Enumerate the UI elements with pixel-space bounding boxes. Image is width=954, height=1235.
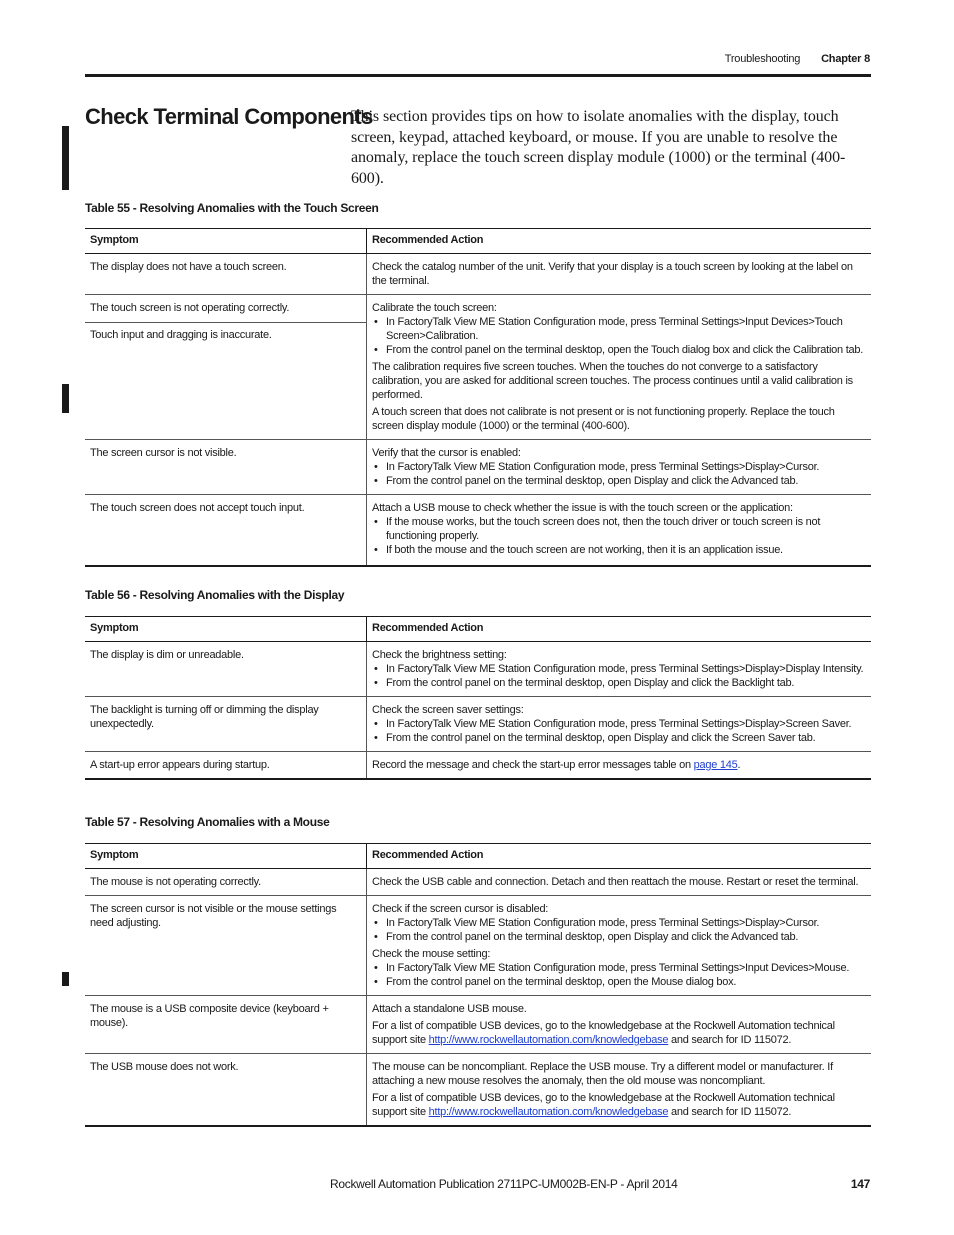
action-lead: Attach a standalone USB mouse. xyxy=(372,1003,527,1015)
page-number: 147 xyxy=(850,1177,870,1191)
action-lead: Attach a USB mouse to check whether the issue is with the touch screen or the application: xyxy=(372,502,793,514)
action-paragraph: A touch screen that does not calibrate is not present or is not functioning properly. Replace the touch screen display module (1000) or the terminal (400-600). xyxy=(372,406,835,432)
list-item: • In FactoryTalk View ME Station Configuration mode, press Terminal Settings>Display>Display Intensity. xyxy=(372,662,866,676)
action-text: For a list of compatible USB devices, go to the knowledgebase at the Rockwell Automation technical support site xyxy=(372,1020,835,1046)
action-list xyxy=(372,515,866,557)
action-paragraph: The calibration requires five screen touches. When the touches do not converge to a satisfactory calibration, you are asked for additional screen touches. The process continues until a valid calibration is performed. xyxy=(372,361,853,401)
action-lead: Check the brightness setting: xyxy=(372,649,507,661)
list-item: • In FactoryTalk View ME Station Configuration mode, press Terminal Settings>Display>Cursor. xyxy=(372,460,866,474)
list-item: • From the control panel on the terminal desktop, open Display and click the Backlight tab. xyxy=(372,676,866,690)
table-row xyxy=(85,752,871,780)
action-text: Record the message and check the start-up error messages table on xyxy=(372,759,694,771)
table-header-row xyxy=(85,617,871,642)
header-recommended-action: Recommended Action xyxy=(367,229,872,254)
list-item: • In FactoryTalk View ME Station Configuration mode, press Terminal Settings>Input Devices>Mouse. xyxy=(372,961,866,975)
list-item: • From the control panel on the terminal desktop, open the Mouse dialog box. xyxy=(372,975,866,989)
action-cell xyxy=(367,697,872,752)
knowledgebase-link[interactable]: http://www.rockwellautomation.com/knowledgebase xyxy=(428,1106,669,1118)
page-title: Check Terminal Components xyxy=(85,104,373,129)
table-touch-screen xyxy=(85,228,871,567)
header-symptom: Symptom xyxy=(85,617,367,642)
header-section: Troubleshooting xyxy=(724,53,801,65)
action-cell xyxy=(367,295,872,440)
list-item: • In FactoryTalk View ME Station Configuration mode, press Terminal Settings>Input Devices>Touch Screen>Calibration. xyxy=(372,315,866,343)
list-item: • From the control panel on the terminal desktop, open Display and click the Screen Saver tab. xyxy=(372,731,866,745)
action-cell: Check the USB cable and connection. Detach and then reattach the mouse. Restart or reset the terminal. xyxy=(367,869,872,896)
symptom-cell: A start-up error appears during startup. xyxy=(85,752,367,780)
action-text: . xyxy=(737,759,741,771)
header-symptom: Symptom xyxy=(85,844,367,869)
change-bar xyxy=(62,126,69,190)
table-row xyxy=(85,1054,871,1127)
action-cell xyxy=(367,752,872,780)
action-list xyxy=(372,961,866,989)
table-caption-56: Table 56 - Resolving Anomalies with the Display xyxy=(85,588,345,602)
symptom-cell: The display does not have a touch screen. xyxy=(85,254,367,295)
action-lead: The mouse can be noncompliant. Replace the USB mouse. Try a different model or manufacturer. If attaching a new mouse resolves the anomaly, then the old mouse was noncompliant. xyxy=(372,1061,833,1087)
action-lead: Calibrate the touch screen: xyxy=(372,302,497,314)
list-item: • In FactoryTalk View ME Station Configuration mode, press Terminal Settings>Display>Screen Saver. xyxy=(372,717,866,731)
header-rule xyxy=(85,74,871,77)
table-display xyxy=(85,616,871,780)
action-text: For a list of compatible USB devices, go to the knowledgebase at the Rockwell Automation technical support site xyxy=(372,1092,835,1118)
action-list xyxy=(372,662,866,690)
symptom-cell: The screen cursor is not visible or the mouse settings need adjusting. xyxy=(85,896,367,996)
action-list xyxy=(372,916,866,944)
page-link[interactable]: page 145 xyxy=(693,759,738,771)
symptom-cell: The touch screen does not accept touch input. xyxy=(85,495,367,567)
list-item: • From the control panel on the terminal desktop, open Display and click the Advanced tab. xyxy=(372,930,866,944)
list-item: • If both the mouse and the touch screen are not working, then it is an application issue. xyxy=(372,543,866,557)
symptom-cell xyxy=(85,295,367,440)
symptom-cell: The screen cursor is not visible. xyxy=(85,440,367,495)
table-row xyxy=(85,254,871,295)
list-item: • From the control panel on the terminal desktop, open Display and click the Advanced tab. xyxy=(372,474,866,488)
action-list xyxy=(372,460,866,488)
action-lead: Check the screen saver settings: xyxy=(372,704,524,716)
table-row xyxy=(85,869,871,896)
symptom-cell: The mouse is not operating correctly. xyxy=(85,869,367,896)
list-item: • If the mouse works, but the touch screen does not, then the touch driver or touch screen is not functioning properly. xyxy=(372,515,866,543)
action-cell xyxy=(367,996,872,1054)
table-row xyxy=(85,996,871,1054)
action-paragraph xyxy=(372,1091,866,1119)
symptom-cell: The USB mouse does not work. xyxy=(85,1054,367,1127)
action-lead: Check the mouse setting: xyxy=(372,948,491,960)
header-recommended-action: Recommended Action xyxy=(367,844,872,869)
running-header xyxy=(725,53,870,65)
header-recommended-action: Recommended Action xyxy=(367,617,872,642)
footer-publication: Rockwell Automation Publication 2711PC-UM002B-EN-P - April 2014 xyxy=(330,1177,678,1191)
table-row xyxy=(85,495,871,567)
list-item: • From the control panel on the terminal desktop, open the Touch dialog box and click the Calibration tab. xyxy=(372,343,866,357)
action-list xyxy=(372,315,866,357)
knowledgebase-link[interactable]: http://www.rockwellautomation.com/knowledgebase xyxy=(428,1034,669,1046)
action-cell xyxy=(367,440,872,495)
table-header-row xyxy=(85,844,871,869)
change-bar xyxy=(62,384,69,413)
table-caption-55: Table 55 - Resolving Anomalies with the Touch Screen xyxy=(85,201,379,215)
action-lead: Check if the screen cursor is disabled: xyxy=(372,903,549,915)
table-row xyxy=(85,896,871,996)
table-row xyxy=(85,642,871,697)
action-text: and search for ID 115072. xyxy=(668,1034,792,1046)
action-cell xyxy=(367,1054,872,1127)
table-caption-57: Table 57 - Resolving Anomalies with a Mouse xyxy=(85,815,330,829)
symptom-cell: The display is dim or unreadable. xyxy=(85,642,367,697)
intro-paragraph: This section provides tips on how to isolate anomalies with the display, touch screen, keypad, attached keyboard, or mouse. If you are unable to resolve the anomaly, replace the touch screen display module (1000) or the terminal (400-600). xyxy=(351,108,846,187)
action-lead: Verify that the cursor is enabled: xyxy=(372,447,521,459)
action-text: and search for ID 115072. xyxy=(668,1106,792,1118)
table-mouse xyxy=(85,843,871,1127)
table-row xyxy=(85,440,871,495)
symptom-text: The touch screen is not operating correctly. xyxy=(90,302,290,314)
table-row xyxy=(85,697,871,752)
header-symptom: Symptom xyxy=(85,229,367,254)
symptom-cell: The backlight is turning off or dimming the display unexpectedly. xyxy=(85,697,367,752)
action-cell xyxy=(367,642,872,697)
action-paragraph xyxy=(372,1019,866,1047)
action-cell xyxy=(367,495,872,567)
symptom-text: Touch input and dragging is inaccurate. xyxy=(85,322,366,342)
list-item: • In FactoryTalk View ME Station Configuration mode, press Terminal Settings>Display>Cursor. xyxy=(372,916,866,930)
action-cell: Check the catalog number of the unit. Verify that your display is a touch screen by looking at the label on the terminal. xyxy=(367,254,872,295)
symptom-cell: The mouse is a USB composite device (keyboard + mouse). xyxy=(85,996,367,1054)
table-header-row xyxy=(85,229,871,254)
header-chapter: Chapter 8 xyxy=(821,53,870,65)
action-list xyxy=(372,717,866,745)
change-bar xyxy=(62,972,69,986)
table-row xyxy=(85,295,871,440)
action-cell xyxy=(367,896,872,996)
